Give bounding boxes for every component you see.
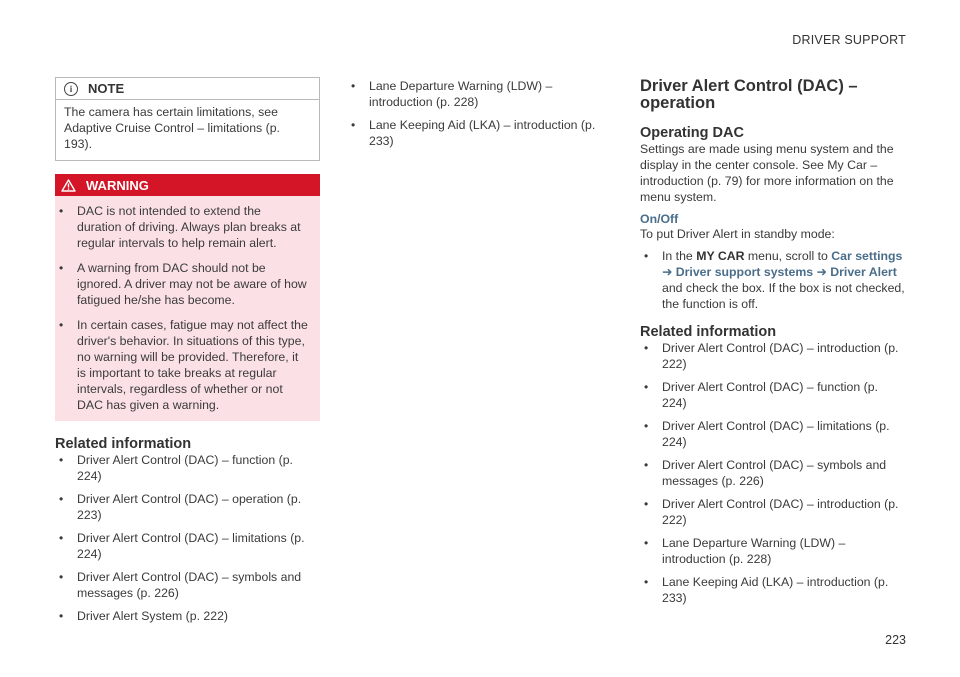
warning-list: [55, 196, 320, 421]
section-header: DRIVER SUPPORT: [792, 33, 906, 47]
warning-title: WARNING: [86, 177, 149, 193]
on-off-intro: To put Driver Alert in standby mode:: [640, 227, 835, 241]
related-link[interactable]: • Driver Alert Control (DAC) – limitations (p. 224): [640, 419, 905, 450]
operating-heading: Operating DAC: [640, 125, 744, 141]
related-link[interactable]: • Driver Alert Control (DAC) – symbols and messages (p. 226): [55, 570, 320, 601]
on-off-steps: [640, 248, 905, 312]
related-link[interactable]: • Driver Alert Control (DAC) – introduction (p. 222): [640, 341, 905, 372]
related-link[interactable]: • Lane Departure Warning (LDW) – introduction (p. 228): [640, 536, 905, 567]
warning-item: • A warning from DAC should not be ignored. A driver may not be aware of how fatigued he/she has become.: [55, 260, 308, 308]
arrow-right-icon: ➜: [816, 265, 827, 279]
related-link[interactable]: • Driver Alert System (p. 222): [55, 609, 320, 625]
related-information-list: [55, 453, 320, 625]
menu-path-driver-support-systems: Driver support systems: [675, 265, 814, 279]
step-prefix: In the: [662, 249, 693, 263]
page-number: 223: [885, 633, 906, 647]
related-link[interactable]: • Lane Departure Warning (LDW) – introduction (p. 228): [347, 79, 607, 110]
note-header: [56, 78, 319, 100]
related-link[interactable]: • Driver Alert Control (DAC) – introduction (p. 222): [640, 497, 905, 528]
note-title: NOTE: [88, 81, 125, 96]
menu-path-car-settings: Car settings: [831, 249, 903, 263]
note-box: [55, 77, 320, 161]
warning-item: • DAC is not intended to extend the duration of driving. Always plan breaks at regular intervals to help remain alert.: [55, 203, 308, 251]
page-title: Driver Alert Control (DAC) – operation: [640, 77, 858, 112]
left-column: [55, 77, 320, 633]
related-information-heading: Related information: [640, 324, 777, 340]
related-information-heading: Related information: [55, 436, 192, 452]
step-mid: menu, scroll to: [747, 249, 828, 263]
on-off-step: [640, 248, 905, 312]
warning-item: • In certain cases, fatigue may not affect the driver's behavior. In situations of this type, no warning will be provided. Therefore, it is important to take breaks at regular intervals, regardless of whether or not DAC has given a warning.: [55, 317, 308, 413]
right-column: [640, 77, 905, 614]
middle-column: [347, 77, 607, 157]
related-link[interactable]: • Lane Keeping Aid (LKA) – introduction (p. 233): [347, 118, 607, 149]
related-link[interactable]: • Driver Alert Control (DAC) – limitations (p. 224): [55, 531, 320, 562]
related-information-list: [640, 341, 905, 606]
info-icon: i: [64, 82, 78, 96]
related-link[interactable]: • Lane Keeping Aid (LKA) – introduction (p. 233): [640, 575, 905, 606]
warning-box: [55, 174, 320, 421]
my-car-menu-label: MY CAR: [696, 249, 745, 263]
related-link[interactable]: • Driver Alert Control (DAC) – symbols and messages (p. 226): [640, 458, 905, 489]
related-link[interactable]: • Driver Alert Control (DAC) – operation (p. 223): [55, 492, 320, 523]
step-suffix: and check the box. If the box is not checked, the function is off.: [662, 281, 905, 311]
related-link[interactable]: • Driver Alert Control (DAC) – function (p. 224): [640, 380, 905, 411]
warning-triangle-icon: [61, 179, 76, 192]
menu-path-driver-alert: Driver Alert: [830, 265, 897, 279]
operating-text: Settings are made using menu system and the display in the center console. See My Car – introduction (p. 79) for more information on the menu system.: [640, 142, 894, 204]
on-off-heading: On/Off: [640, 212, 679, 226]
related-link[interactable]: • Driver Alert Control (DAC) – function (p. 224): [55, 453, 320, 484]
note-text: The camera has certain limitations, see Adaptive Cruise Control – limitations (p. 193).: [64, 105, 280, 151]
warning-header: [55, 174, 320, 196]
related-information-list-continued: [347, 79, 607, 149]
arrow-right-icon: ➜: [662, 265, 673, 279]
